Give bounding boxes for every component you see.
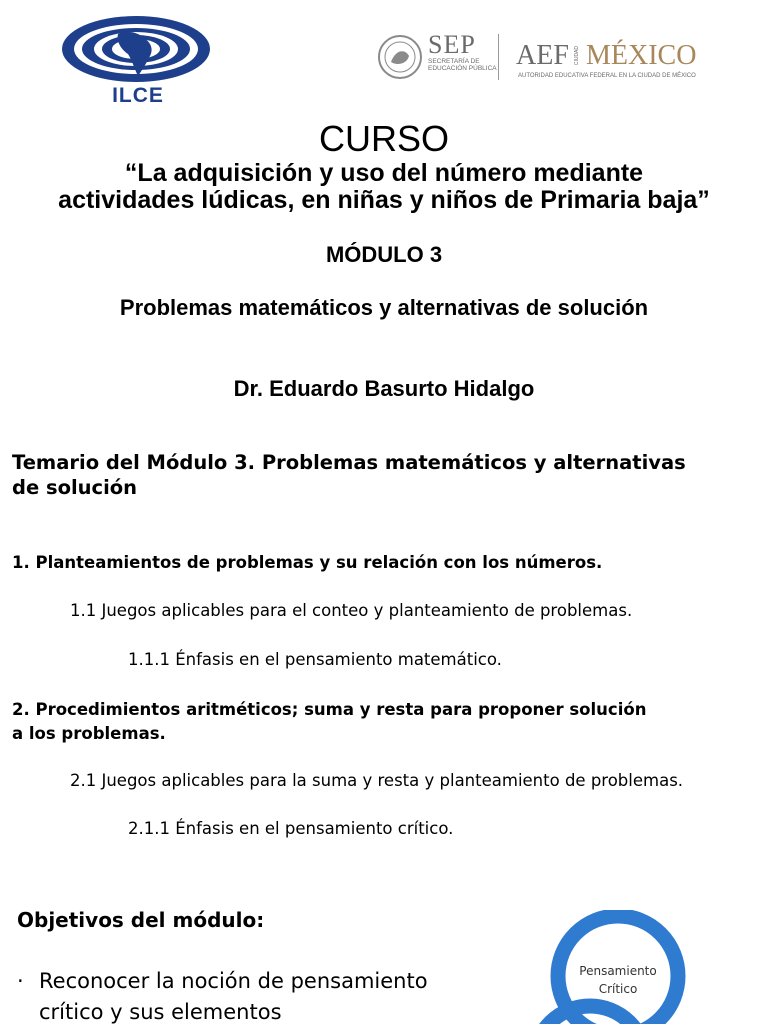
temario-item-2 xyxy=(12,698,646,746)
objetivo-text xyxy=(39,966,437,1028)
temario-item-2-1: 2.1 Juegos aplicables para la suma y resta y planteamiento de problemas. xyxy=(70,771,684,790)
objetivo-line-2: crítico y sus elementos xyxy=(39,1000,282,1024)
course-label: CURSO xyxy=(318,118,449,159)
module-name: Problemas matemáticos y alternativas de solución xyxy=(119,295,649,320)
author-name: Dr. Eduardo Basurto Hidalgo xyxy=(233,376,535,401)
temario-item-1-1: 1.1 Juegos aplicables para el conteo y planteamiento de problemas. xyxy=(70,601,633,620)
aef-tagline: AUTORIDAD EDUCATIVA FEDERAL EN LA CIUDAD DE MÉXICO xyxy=(518,73,696,79)
course-title-line-1: “La adquisición y uso del número mediante xyxy=(124,159,644,187)
ilce-wordmark: ILCE xyxy=(112,84,164,107)
bullet-dot: · xyxy=(17,969,24,993)
diagram-label xyxy=(566,962,670,998)
sep-seal-icon xyxy=(377,34,423,80)
temario-heading xyxy=(12,450,692,500)
diagram-label-line-2: Crítico xyxy=(598,982,638,996)
temario-item-1-1-1: 1.1.1 Énfasis en el pensamiento matemático. xyxy=(128,650,502,669)
diagram-label-line-1: Pensamiento xyxy=(579,964,657,978)
course-title-line-2: actividades lúdicas, en niñas y niños de Primaria baja” xyxy=(58,186,710,214)
temario-heading-line-1: Temario del Módulo 3. Problemas matemáticos y alternativas xyxy=(12,451,686,474)
sep-wordmark: SEP xyxy=(428,30,476,59)
course-title xyxy=(0,160,768,214)
temario-item-2-line-1: 2. Procedimientos aritméticos; suma y resta para proponer solución xyxy=(12,700,647,719)
aef-ciudad-label: CIUDAD xyxy=(574,46,580,66)
module-number: MÓDULO 3 xyxy=(325,242,443,267)
sep-subtitle: SECRETARÍA DE EDUCACIÓN PÚBLICA xyxy=(428,58,497,72)
logo-divider xyxy=(498,34,499,80)
temario-item-2-line-2: a los problemas. xyxy=(12,724,166,743)
temario-item-1: 1. Planteamientos de problemas y su relación con los números. xyxy=(12,553,603,572)
aef-wordmark: AEF xyxy=(516,40,569,71)
objetivos-heading: Objetivos del módulo: xyxy=(17,908,265,932)
mexico-wordmark: MÉXICO xyxy=(586,40,697,71)
objetivo-line-1: Reconocer la noción de pensamiento xyxy=(39,969,428,993)
temario-heading-line-2: de solución xyxy=(12,476,138,499)
objetivos-bullet xyxy=(17,966,437,1028)
temario-item-2-1-1: 2.1.1 Énfasis en el pensamiento crítico. xyxy=(128,819,454,838)
